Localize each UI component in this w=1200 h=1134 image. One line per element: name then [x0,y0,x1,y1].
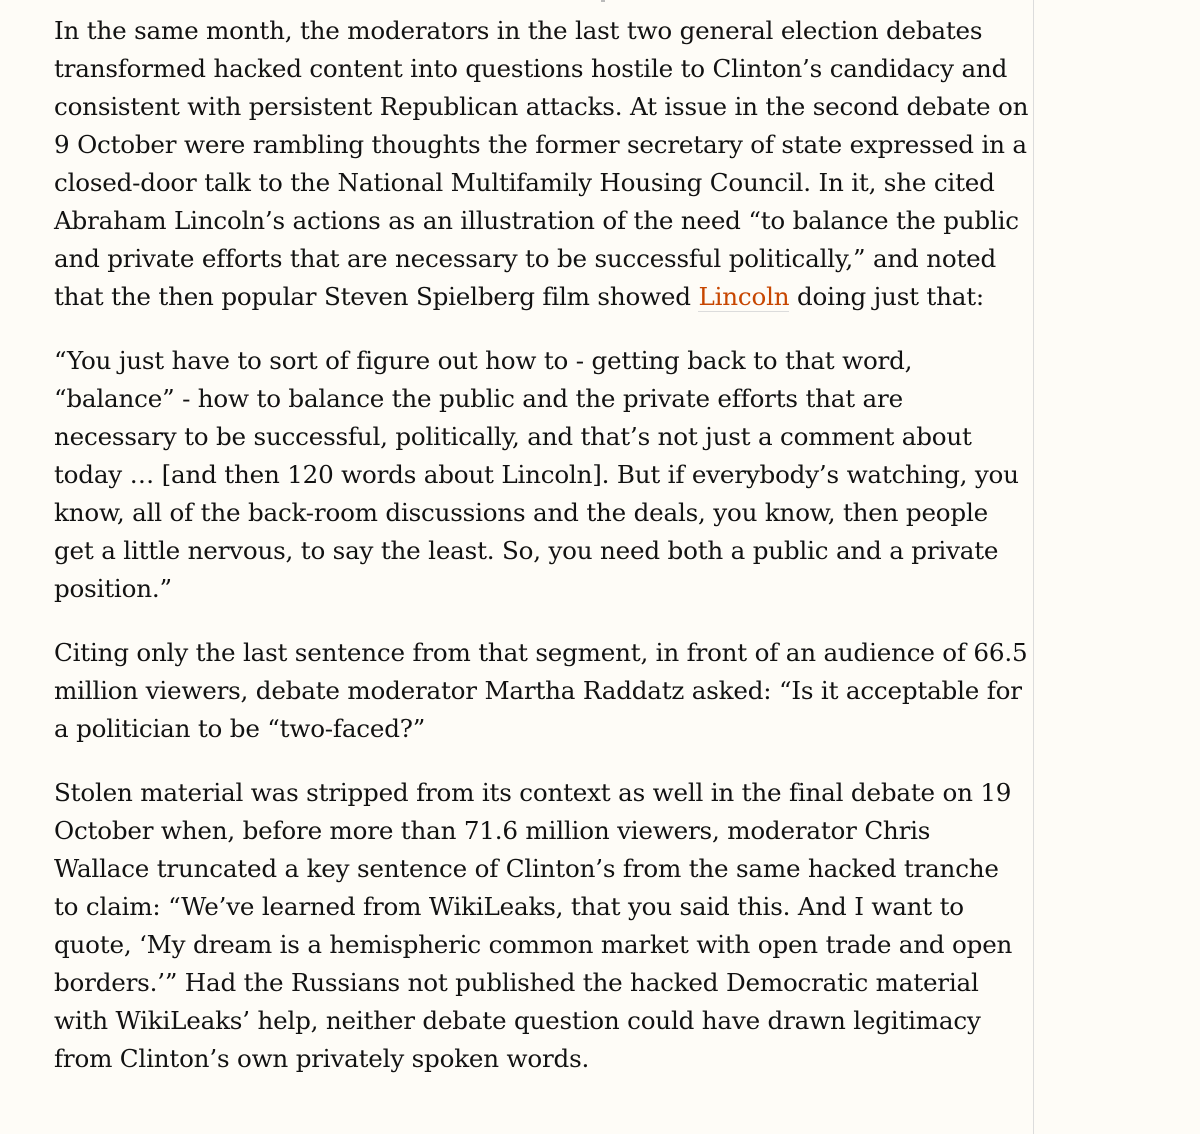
paragraph-1-text-before-link: In the same month, the moderators in the last two general election debates transformed hacked content into questions hostile to Clinton’s candidacy and consistent with persistent Republican attacks. At issue in the second debate on 9 October were rambling thoughts the former secretary of state expressed in a closed-door talk to the National Multifamily Housing Council. In it, she cited Abraham Lincoln’s actions as an illustration of the need “to balance the public and private efforts that are necessary to be successful politically,” and noted that the then popular Steven Spielberg film showed [54,16,1029,311]
paragraph-1 [54,12,1029,316]
article-body [54,12,1029,1104]
top-edge-mark [601,0,605,2]
paragraph-1-text-after-link: doing just that: [789,282,984,311]
paragraph-4: Stolen material was stripped from its context as well in the final debate on 19 October when, before more than 71.6 million viewers, moderator Chris Wallace truncated a key sentence of Clinton’s from the same hacked tranche to claim: “We’ve learned from WikiLeaks, that you said this. And I want to quote, ‘My dream is a hemispheric common market with open trade and open borders.’” Had the Russians not published the hacked Democratic material with WikiLeaks’ help, neither debate question could have drawn legitimacy from Clinton’s own privately spoken words. [54,778,1013,1073]
lincoln-link[interactable]: Lincoln [698,282,790,311]
column-divider [1033,0,1034,1134]
paragraph-2-quote: “You just have to sort of figure out how to - getting back to that word, “balance” - how to balance the public and the private efforts that are necessary to be successful, politically, and that’s not just a comment about today … [and then 120 words about Lincoln]. But if everybody’s watching, you know, all of the back-room discussions and the deals, you know, then people get a little nervous, to say the least. So, you need both a public and a private position.” [54,346,1019,603]
paragraph-3: Citing only the last sentence from that segment, in front of an audience of 66.5 million viewers, debate moderator Martha Raddatz asked: “Is it acceptable for a politician to be “two-faced?” [54,638,1028,743]
